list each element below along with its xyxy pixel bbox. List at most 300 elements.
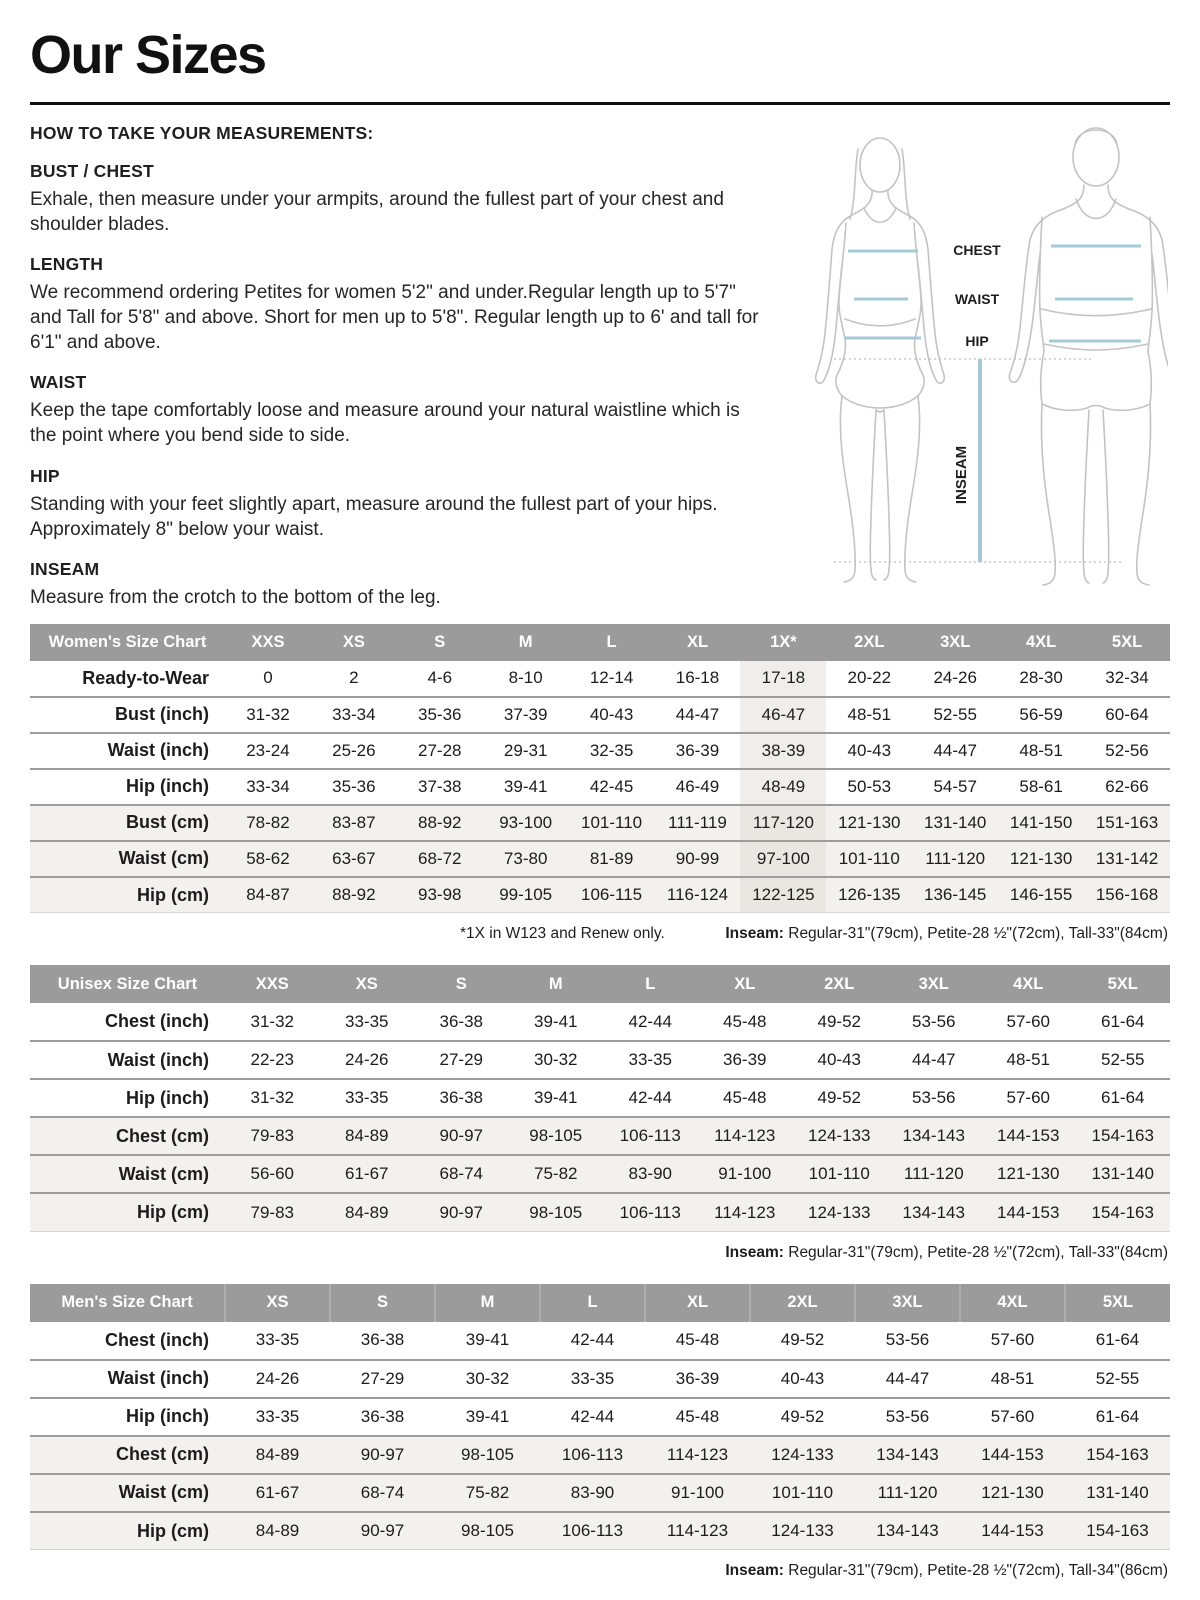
size-cell: 17-18 — [740, 661, 826, 697]
size-cell: 114-123 — [698, 1117, 793, 1155]
inseam-label: INSEAM — [953, 445, 970, 505]
row-label: Waist (inch) — [30, 1041, 225, 1079]
column-header: 5XL — [1065, 1284, 1170, 1322]
size-cell: 37-38 — [397, 769, 483, 805]
size-cell: 114-123 — [645, 1512, 750, 1550]
size-cell: 42-44 — [570, 1330, 615, 1350]
column-header: XS — [320, 965, 415, 1003]
size-cell: 52-55 — [1065, 1360, 1170, 1398]
size-cell: 68-74 — [414, 1155, 509, 1193]
size-table — [30, 1284, 1170, 1551]
howto-item-text: Standing with your feet slightly apart, measure around the fullest part of your hips. Approximately 8" below your waist. — [30, 493, 718, 540]
column-header: L — [603, 965, 698, 1003]
howto-item-hip — [30, 466, 765, 542]
size-cell: 39-41 — [509, 1079, 604, 1117]
size-cell: 124-133 — [792, 1117, 887, 1155]
column-header: XL — [645, 1284, 750, 1322]
size-cell: 53-56 — [912, 1011, 956, 1031]
row-label: Waist (cm) — [30, 841, 225, 877]
column-header: L — [569, 624, 655, 661]
size-cell: 83-90 — [603, 1155, 698, 1193]
size-cell: 124-133 — [792, 1193, 887, 1231]
row-label: Chest (cm) — [30, 1117, 225, 1155]
size-cell: 49-52 — [780, 1330, 825, 1350]
table-title: Women's Size Chart — [30, 624, 225, 661]
size-cell: 56-59 — [998, 697, 1084, 733]
size-cell: 39-41 — [534, 1011, 578, 1031]
size-cell: 121-130 — [998, 841, 1084, 877]
row-label: Bust (cm) — [30, 805, 225, 841]
size-cell: 156-168 — [1084, 877, 1170, 913]
size-cell: 91-100 — [698, 1155, 793, 1193]
figure-labels — [953, 242, 1001, 504]
size-cell: 48-51 — [998, 733, 1084, 769]
size-table — [30, 965, 1170, 1232]
size-cell: 42-44 — [603, 1079, 698, 1117]
table-row — [30, 1079, 1170, 1117]
size-cell: 45-48 — [698, 1079, 793, 1117]
size-cell: 84-89 — [320, 1117, 415, 1155]
size-cell: 45-48 — [723, 1011, 767, 1031]
howto-item-length — [30, 254, 765, 355]
size-cell: 101-110 — [826, 841, 912, 877]
column-header: M — [483, 624, 569, 661]
howto-item-inseam — [30, 559, 765, 610]
column-header: S — [397, 624, 483, 661]
size-cell: 61-64 — [1095, 1330, 1140, 1350]
size-cell: 48-51 — [826, 697, 912, 733]
size-cell: 31-32 — [250, 1011, 294, 1031]
size-cell: 136-145 — [912, 877, 998, 913]
column-header: 5XL — [1076, 965, 1171, 1003]
size-cell: 88-92 — [311, 877, 397, 913]
size-cell: 124-133 — [750, 1512, 855, 1550]
column-header: 4XL — [998, 624, 1084, 661]
size-cell: 49-52 — [750, 1398, 855, 1436]
size-cell: 45-48 — [645, 1398, 750, 1436]
size-cell: 31-32 — [225, 697, 311, 733]
size-cell: 111-120 — [855, 1474, 960, 1512]
size-cell: 98-105 — [509, 1117, 604, 1155]
size-cell: 144-153 — [981, 1193, 1076, 1231]
size-cell: 90-97 — [330, 1512, 435, 1550]
size-cell: 44-47 — [855, 1360, 960, 1398]
size-cell: 154-163 — [1076, 1117, 1171, 1155]
column-header: 5XL — [1084, 624, 1170, 661]
size-cell: 88-92 — [397, 805, 483, 841]
size-cell: 33-34 — [311, 697, 397, 733]
table-row — [30, 661, 1170, 697]
size-cell: 68-72 — [397, 841, 483, 877]
table-row — [30, 1512, 1170, 1550]
size-cell: 101-110 — [750, 1474, 855, 1512]
size-cell: 131-140 — [912, 805, 998, 841]
size-cell: 39-41 — [435, 1398, 540, 1436]
size-cell: 58-61 — [998, 769, 1084, 805]
howto-item-heading: INSEAM — [30, 558, 100, 579]
howto-heading: HOW TO TAKE YOUR MEASUREMENTS: — [30, 123, 374, 143]
size-cell: 93-98 — [397, 877, 483, 913]
size-cell: 90-99 — [655, 841, 741, 877]
column-header: 1X* — [740, 624, 826, 661]
column-header: XL — [655, 624, 741, 661]
size-cell: 63-67 — [311, 841, 397, 877]
howto-item-text: Measure from the crotch to the bottom of the leg. — [30, 586, 441, 608]
size-cell: 36-39 — [655, 733, 741, 769]
howto-item-waist — [30, 372, 765, 448]
size-cell: 116-124 — [655, 877, 741, 913]
size-cell: 35-36 — [311, 769, 397, 805]
size-cell: 38-39 — [740, 733, 826, 769]
howto-item-bust-chest — [30, 161, 765, 237]
size-cell: 90-97 — [414, 1117, 509, 1155]
size-cell: 111-120 — [887, 1155, 982, 1193]
size-cell: 36-38 — [439, 1011, 483, 1031]
column-header: XL — [698, 965, 793, 1003]
size-cell: 2 — [349, 668, 359, 688]
size-cell: 36-39 — [698, 1041, 793, 1079]
column-header: XXS — [225, 965, 320, 1003]
size-cell: 57-60 — [990, 1330, 1035, 1350]
column-header: 2XL — [750, 1284, 855, 1322]
row-label: Hip (inch) — [30, 1398, 225, 1436]
size-cell: 98-105 — [509, 1193, 604, 1231]
size-cell: 52-56 — [1084, 733, 1170, 769]
size-table-section — [30, 1284, 1170, 1583]
size-cell: 29-31 — [483, 733, 569, 769]
size-cell: 98-105 — [435, 1436, 540, 1474]
size-cell: 73-80 — [483, 841, 569, 877]
table-row — [30, 1117, 1170, 1155]
size-cell: 16-18 — [675, 668, 720, 688]
size-cell: 4-6 — [427, 668, 453, 688]
size-cell: 114-123 — [698, 1193, 793, 1231]
table-row — [30, 841, 1170, 877]
size-cell: 50-53 — [826, 769, 912, 805]
size-cell: 79-83 — [225, 1193, 320, 1231]
size-cell: 61-64 — [1076, 1079, 1171, 1117]
size-cell: 141-150 — [998, 805, 1084, 841]
measurement-diagram — [788, 113, 1168, 589]
table-row — [30, 1003, 1170, 1041]
size-cell: 131-140 — [1065, 1474, 1170, 1512]
size-cell: 22-23 — [225, 1041, 320, 1079]
size-cell: 27-28 — [397, 733, 483, 769]
female-figure-outline — [816, 138, 945, 582]
size-cell: 81-89 — [569, 841, 655, 877]
size-cell: 101-110 — [569, 805, 655, 841]
size-cell: 134-143 — [887, 1193, 982, 1231]
size-cell: 44-47 — [887, 1041, 982, 1079]
size-cell: 84-87 — [225, 877, 311, 913]
size-cell: 49-52 — [817, 1011, 861, 1031]
size-cell: 114-123 — [645, 1436, 750, 1474]
size-cell: 124-133 — [750, 1436, 855, 1474]
size-cell: 93-100 — [483, 805, 569, 841]
size-cell: 134-143 — [887, 1117, 982, 1155]
size-cell: 24-26 — [225, 1360, 330, 1398]
size-cell: 131-140 — [1076, 1155, 1171, 1193]
howto-item-heading: WAIST — [30, 372, 87, 393]
size-cell: 0 — [263, 668, 273, 688]
size-cell: 154-163 — [1065, 1512, 1170, 1550]
chest-label: CHEST — [953, 242, 1001, 258]
column-header: L — [540, 1284, 645, 1322]
column-header: 3XL — [887, 965, 982, 1003]
size-cell: 52-55 — [1076, 1041, 1171, 1079]
tables-container — [30, 624, 1170, 1583]
size-cell: 52-55 — [912, 697, 998, 733]
size-cell: 33-35 — [603, 1041, 698, 1079]
size-cell: 36-38 — [414, 1079, 509, 1117]
size-cell: 68-74 — [330, 1474, 435, 1512]
size-cell: 154-163 — [1076, 1193, 1171, 1231]
size-cell: 12-14 — [589, 668, 634, 688]
size-cell: 151-163 — [1084, 805, 1170, 841]
male-figure-outline — [1009, 128, 1168, 585]
size-cell: 39-41 — [465, 1330, 510, 1350]
table-footnote — [30, 1244, 1170, 1264]
row-label: Bust (inch) — [30, 697, 225, 733]
row-label: Chest (inch) — [104, 1011, 209, 1032]
table-row — [30, 697, 1170, 733]
size-cell: 83-87 — [311, 805, 397, 841]
table-footnote — [30, 1562, 1170, 1582]
size-cell: 24-26 — [933, 668, 977, 688]
measurement-figure — [788, 113, 1170, 594]
size-cell: 48-49 — [740, 769, 826, 805]
size-cell: 40-43 — [569, 697, 655, 733]
size-cell: 37-39 — [483, 697, 569, 733]
size-cell: 39-41 — [483, 769, 569, 805]
table-row — [30, 1322, 1170, 1360]
size-cell: 122-125 — [740, 877, 826, 913]
size-cell: 33-35 — [540, 1360, 645, 1398]
row-label: Hip (inch) — [30, 769, 225, 805]
size-cell: 111-120 — [912, 841, 998, 877]
size-cell: 44-47 — [655, 697, 741, 733]
size-cell: 57-60 — [960, 1398, 1065, 1436]
size-cell: 111-119 — [655, 805, 741, 841]
size-cell: 61-67 — [225, 1474, 330, 1512]
size-cell: 121-130 — [960, 1474, 1065, 1512]
size-cell: 106-113 — [603, 1193, 698, 1231]
column-header: 2XL — [792, 965, 887, 1003]
size-cell: 48-51 — [981, 1041, 1076, 1079]
size-cell: 35-36 — [397, 697, 483, 733]
size-cell: 42-45 — [569, 769, 655, 805]
table-row — [30, 769, 1170, 805]
content-row — [30, 113, 1170, 610]
table-title: Unisex Size Chart — [30, 965, 225, 1003]
column-header: 4XL — [981, 965, 1076, 1003]
row-label: Waist (inch) — [30, 1360, 225, 1398]
size-cell: 46-47 — [740, 697, 826, 733]
size-cell: 78-82 — [225, 805, 311, 841]
size-cell: 99-105 — [483, 877, 569, 913]
size-cell: 57-60 — [1006, 1011, 1050, 1031]
size-cell: 91-100 — [645, 1474, 750, 1512]
size-cell: 75-82 — [509, 1155, 604, 1193]
size-cell: 33-35 — [255, 1330, 300, 1350]
size-cell: 33-35 — [345, 1011, 389, 1031]
size-cell: 8-10 — [508, 668, 543, 688]
size-cell: 90-97 — [330, 1436, 435, 1474]
table-row — [30, 1155, 1170, 1193]
size-cell: 44-47 — [912, 733, 998, 769]
inseam-line — [978, 359, 982, 562]
page-title: Our Sizes — [30, 25, 266, 85]
row-label: Hip (cm) — [30, 877, 225, 913]
size-cell: 84-89 — [225, 1512, 330, 1550]
size-cell: 33-35 — [320, 1079, 415, 1117]
row-label: Hip (cm) — [30, 1193, 225, 1231]
size-table-section — [30, 965, 1170, 1264]
size-cell: 40-43 — [792, 1041, 887, 1079]
column-header: XXS — [225, 624, 311, 661]
footnote-inseam: Inseam: Regular-31"(79cm), Petite-28 ½"(72cm), Tall-34"(86cm) — [725, 1562, 1168, 1580]
size-cell: 79-83 — [225, 1117, 320, 1155]
size-cell: 53-56 — [887, 1079, 982, 1117]
size-cell: 30-32 — [435, 1360, 540, 1398]
table-row — [30, 733, 1170, 769]
table-footnote — [30, 925, 1170, 945]
size-cell: 154-163 — [1065, 1436, 1170, 1474]
size-cell: 60-64 — [1084, 697, 1170, 733]
size-cell: 31-32 — [225, 1079, 320, 1117]
row-label: Waist (cm) — [30, 1474, 225, 1512]
size-cell: 53-56 — [885, 1330, 930, 1350]
size-cell: 45-48 — [675, 1330, 720, 1350]
size-cell: 54-57 — [912, 769, 998, 805]
size-cell: 106-113 — [540, 1436, 645, 1474]
size-cell: 144-153 — [960, 1512, 1065, 1550]
column-header: 3XL — [912, 624, 998, 661]
size-cell: 23-24 — [225, 733, 311, 769]
size-cell: 90-97 — [414, 1193, 509, 1231]
column-header: XS — [311, 624, 397, 661]
size-cell: 121-130 — [826, 805, 912, 841]
waist-label: WAIST — [954, 291, 1000, 307]
table-row — [30, 1193, 1170, 1231]
footnote-inseam: Inseam: Regular-31"(79cm), Petite-28 ½"(72cm), Tall-33"(84cm) — [725, 1243, 1168, 1261]
size-cell: 84-89 — [320, 1193, 415, 1231]
row-label: Waist (inch) — [30, 733, 225, 769]
size-cell: 98-105 — [435, 1512, 540, 1550]
row-label: Waist (cm) — [30, 1155, 225, 1193]
size-cell: 27-29 — [330, 1360, 435, 1398]
size-cell: 126-135 — [826, 877, 912, 913]
row-label: Hip (cm) — [30, 1512, 225, 1550]
size-cell: 57-60 — [981, 1079, 1076, 1117]
table-row — [30, 1360, 1170, 1398]
howto-item-text: Keep the tape comfortably loose and measure around your natural waistline which is the point where you bend side to side. — [30, 400, 740, 447]
column-header: 4XL — [960, 1284, 1065, 1322]
size-cell: 32-34 — [1105, 668, 1149, 688]
size-cell: 84-89 — [225, 1436, 330, 1474]
size-cell: 61-64 — [1101, 1011, 1145, 1031]
howto-item-heading: HIP — [30, 465, 60, 486]
table-row — [30, 1436, 1170, 1474]
size-cell: 25-26 — [311, 733, 397, 769]
size-cell: 106-113 — [540, 1512, 645, 1550]
size-cell: 83-90 — [540, 1474, 645, 1512]
footnote-1x-note: *1X in W123 and Renew only. — [460, 925, 665, 943]
title-divider — [30, 102, 1170, 105]
footnote-inseam: Inseam: Regular-31"(79cm), Petite-28 ½"(72cm), Tall-33"(84cm) — [725, 925, 1168, 943]
size-cell: 33-34 — [225, 769, 311, 805]
size-cell: 36-38 — [330, 1398, 435, 1436]
size-table-section — [30, 624, 1170, 946]
table-row — [30, 805, 1170, 841]
column-header: M — [435, 1284, 540, 1322]
size-cell: 28-30 — [1019, 668, 1063, 688]
size-cell: 33-35 — [225, 1398, 330, 1436]
size-cell: 53-56 — [855, 1398, 960, 1436]
size-cell: 61-64 — [1065, 1398, 1170, 1436]
table-row — [30, 1474, 1170, 1512]
column-header: M — [509, 965, 604, 1003]
column-header: 3XL — [855, 1284, 960, 1322]
row-label: Hip (inch) — [30, 1079, 225, 1117]
size-cell: 56-60 — [225, 1155, 320, 1193]
table-title: Men's Size Chart — [30, 1284, 225, 1322]
hip-label: HIP — [965, 333, 989, 349]
size-cell: 58-62 — [225, 841, 311, 877]
size-cell: 24-26 — [320, 1041, 415, 1079]
size-cell: 40-43 — [826, 733, 912, 769]
table-row — [30, 877, 1170, 913]
size-cell: 30-32 — [509, 1041, 604, 1079]
size-cell: 134-143 — [855, 1512, 960, 1550]
column-header: S — [330, 1284, 435, 1322]
measurement-instructions — [30, 113, 765, 610]
size-cell: 134-143 — [855, 1436, 960, 1474]
size-cell: 27-29 — [414, 1041, 509, 1079]
size-cell: 36-38 — [360, 1330, 405, 1350]
howto-item-heading: BUST / CHEST — [30, 161, 154, 181]
size-cell: 61-67 — [320, 1155, 415, 1193]
size-cell: 49-52 — [792, 1079, 887, 1117]
size-cell: 106-115 — [569, 877, 655, 913]
size-cell: 62-66 — [1084, 769, 1170, 805]
size-cell: 48-51 — [960, 1360, 1065, 1398]
size-cell: 117-120 — [740, 805, 826, 841]
column-header: 2XL — [826, 624, 912, 661]
size-cell: 144-153 — [960, 1436, 1065, 1474]
size-cell: 46-49 — [655, 769, 741, 805]
size-cell: 144-153 — [981, 1117, 1076, 1155]
size-cell: 131-142 — [1084, 841, 1170, 877]
size-cell: 75-82 — [435, 1474, 540, 1512]
table-row — [30, 1398, 1170, 1436]
size-cell: 20-22 — [847, 668, 892, 688]
howto-item-heading: LENGTH — [30, 254, 104, 275]
size-cell: 106-113 — [603, 1117, 698, 1155]
row-label: Ready-to-Wear — [82, 667, 209, 688]
size-cell: 40-43 — [750, 1360, 855, 1398]
howto-item-text: Exhale, then measure under your armpits, around the fullest part of your chest and shoulder blades. — [30, 189, 724, 236]
size-cell: 101-110 — [792, 1155, 887, 1193]
size-cell: 146-155 — [998, 877, 1084, 913]
row-label: Chest (cm) — [30, 1436, 225, 1474]
size-cell: 121-130 — [981, 1155, 1076, 1193]
size-cell: 36-39 — [645, 1360, 750, 1398]
size-cell: 42-44 — [628, 1011, 672, 1031]
size-cell: 42-44 — [540, 1398, 645, 1436]
howto-item-text: We recommend ordering Petites for women 5'2" and under.Regular length up to 5'7" and Tall for 5'8" and above. Short for men up to 5'8". Regular length up to 6' and tall for 6'1" and above. — [30, 282, 759, 354]
table-row — [30, 1041, 1170, 1079]
